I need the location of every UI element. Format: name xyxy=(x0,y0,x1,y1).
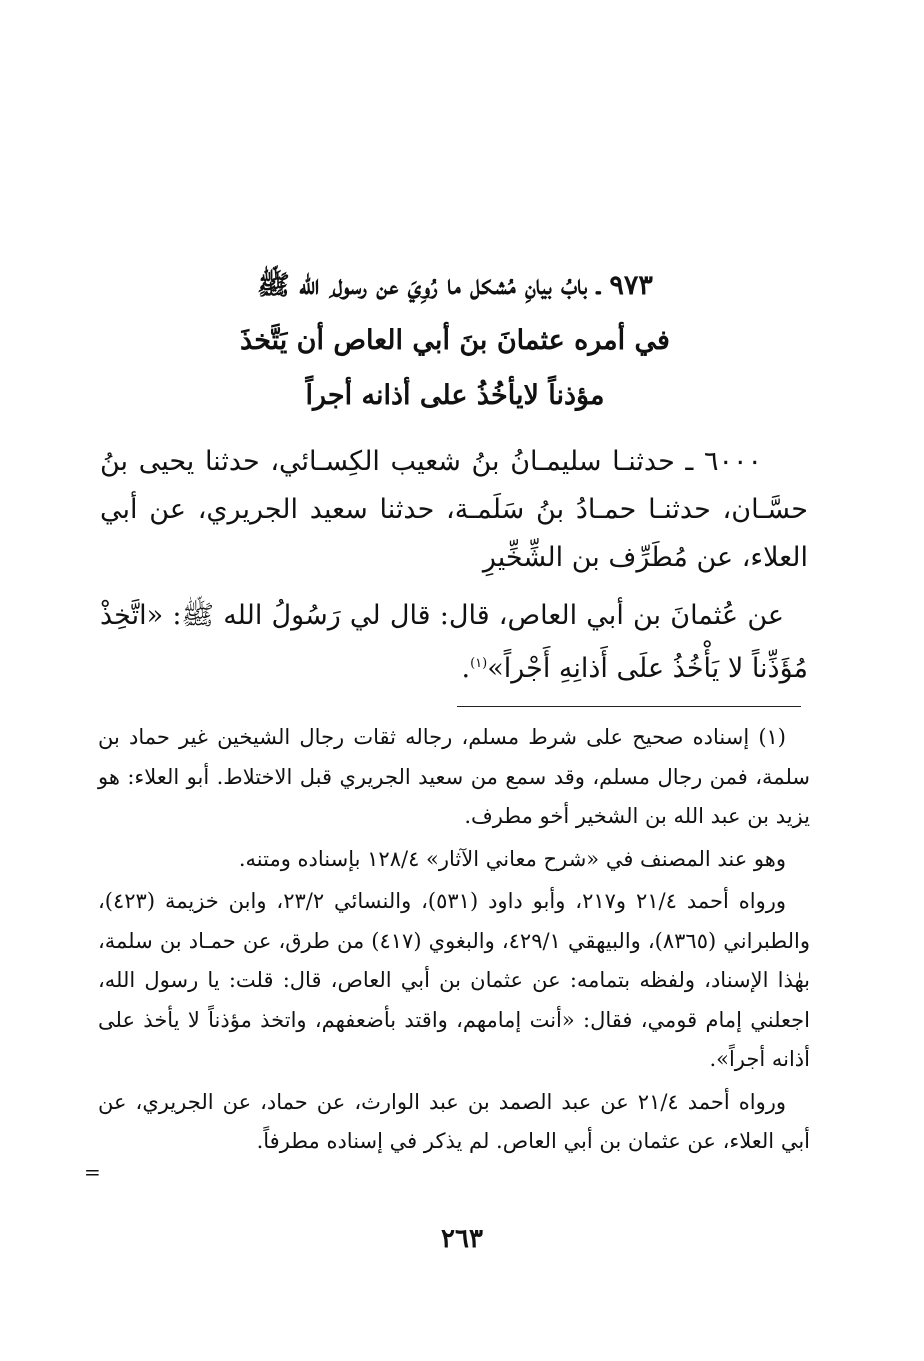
chapter-heading-line-2: في أمره عثمانَ بنَ أبي العاص أن يَتَّخذَ xyxy=(240,325,670,356)
continuation-mark: = xyxy=(84,1160,101,1184)
footnote-separator xyxy=(457,706,801,707)
footnote-paragraph-2: وهو عند المصنف في «شرح معاني الآثار» ١٢٨/٤ بإسناده ومتنه. xyxy=(238,846,786,871)
footnote-paragraph-3: ورواه أحمد ٢١/٤ و٢١٧، وأبو داود (٥٣١)، والنسائي ٢٣/٢، وابن خزيمة (٤٢٣)، والطبراني (٨٣٦٥)، والبيهقي ٤٢٩/١، والبغوي (٤١٧) من طرق، عن حمـاد بن سلمة، بهٰذا الإسناد، ولفظه بتمامه: عن عثمان بن أبي العاص، قال: قلت: يا رسول الله، اجعلني إمام قومي، فقال: «أنت إمامهم، واقتد بأضعفهم، واتخذ مؤذناً لا يأخذ على أذانه أجراً». xyxy=(98,889,810,1071)
hadith-matn-paragraph: عن عُثمانَ بن أبي العاص، قال: قال لي رَسُولُ الله ﷺ: «اتَّخِذْ مُؤَذِّناً لا يَأْخُذُ علَى أَذانِهِ أَجْراً»$^{(١)}$. xyxy=(100,600,808,684)
chapter-heading-line-3: مؤذناً لايأخُذُ على أذانه أجراً xyxy=(305,380,605,411)
page-number: ٢٦٣ xyxy=(441,1224,483,1254)
hadith-matn-text: عن عُثمانَ بن أبي العاص، قال: قال لي رَسُولُ الله ﷺ: «اتَّخِذْ مُؤَذِّناً لا يَأْخُذُ علَى أَذانِهِ أَجْراً» xyxy=(100,600,808,684)
footnote-paragraph-4: ورواه أحمد ٢١/٤ عن عبد الصمد بن عبد الوارث، عن حماد، عن الجريري، عن أبي العلاء، عن عثمان بن أبي العاص. لم يذكر في إسناده مطرفاً. xyxy=(98,1089,810,1153)
footnote-reference: (١) xyxy=(470,656,488,671)
chapter-heading-line-1: ٩٧٣ ـ بابُ بيانِ مُشكل ما رُوِيَ عن رسول ِ الله ﷺ xyxy=(257,270,653,301)
hadith-text xyxy=(100,592,808,693)
hadith-chain xyxy=(100,438,808,582)
hadith-isnad-text: ٦٠٠٠ ـ حدثنـا سليمـانُ بنُ شعيب الكِسـائي، حدثنا يحيى بنُ حسَّـان، حدثنـا حمـادُ بنُ سَلَمـة، حدثنا سعيد الجريري، عن أبي العلاء، عن مُطَرِّف بن الشِّخِّيرِ xyxy=(100,446,808,573)
footnotes-section xyxy=(98,718,810,1165)
footnote-1: (١) إسناده صحيح على شرط مسلم، رجاله ثقات رجال الشيخين غير حماد بن سلمة، فمن رجال مسلم، وقد سمع من سعيد الجريري قبل الاختلاط. أبو العلاء: هو يزيد بن عبد الله بن الشخير أخو مطرف. xyxy=(98,725,810,828)
chapter-heading xyxy=(150,258,760,423)
